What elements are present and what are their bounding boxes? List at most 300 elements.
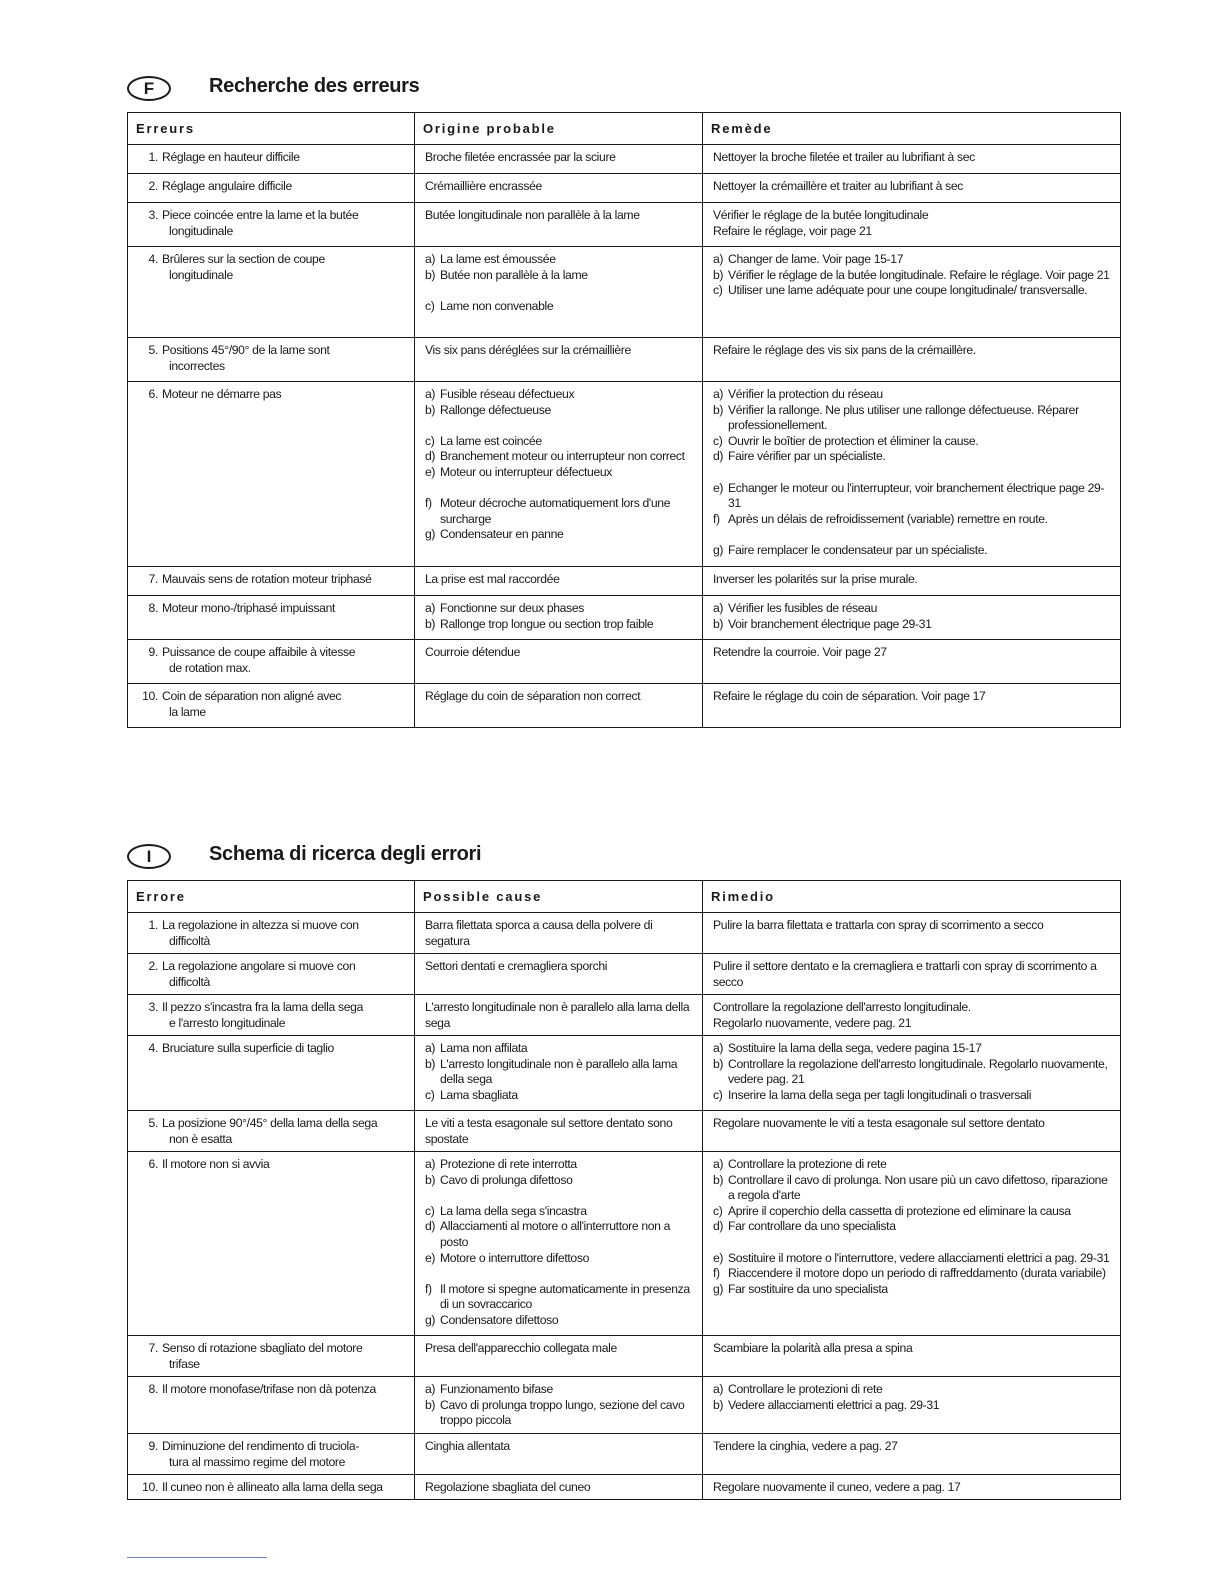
remedy-item-text: Après un délais de refroidissement (variable) remettre en route. xyxy=(728,511,1048,526)
cause-item-text: Branchement moteur ou interrupteur non correct xyxy=(440,449,685,464)
cause-item xyxy=(425,465,694,481)
table-row xyxy=(128,995,1121,1036)
error-text xyxy=(162,1157,406,1173)
error-cell xyxy=(128,203,415,247)
error-item xyxy=(138,208,406,239)
remedy-item xyxy=(713,1266,1112,1282)
error-item xyxy=(138,959,406,990)
cause-item-text: Moteur décroche automatiquement lors d'une surcharge xyxy=(440,496,671,526)
remedy-cell xyxy=(703,174,1121,203)
table-row xyxy=(128,1475,1121,1500)
line-gap xyxy=(713,527,1112,543)
cause-item xyxy=(425,1041,694,1057)
remedy-item xyxy=(713,434,1112,450)
error-text xyxy=(162,572,406,588)
error-cell xyxy=(128,640,415,684)
error-item xyxy=(138,1000,406,1031)
cause-item-label: a) xyxy=(425,1157,436,1171)
remedy-item-text: Vérifier les fusibles de réseau xyxy=(728,601,878,615)
remedy-item-text: Aprire il coperchio della cassetta di protezione ed eliminare la causa xyxy=(728,1203,1071,1218)
remedy-item-label: e) xyxy=(713,480,724,495)
section-header xyxy=(127,76,1120,112)
cause-item-text: Cinghia allentata xyxy=(425,1439,510,1453)
remedy-cell xyxy=(703,596,1121,640)
remedy-item xyxy=(713,1439,1112,1455)
error-cell xyxy=(128,1152,415,1336)
table-row xyxy=(128,954,1121,995)
cause-item-text: Lama non affilata xyxy=(440,1041,528,1055)
cause-item-label: f) xyxy=(425,1281,432,1296)
remedy-item-text: Regolare nuovamente le viti a testa esagonale sul settore dentato xyxy=(713,1116,1045,1130)
remedy-item xyxy=(713,343,1112,359)
remedy-item xyxy=(713,1016,1112,1032)
error-item xyxy=(138,645,406,676)
remedy-item xyxy=(713,617,1112,633)
cause-item xyxy=(425,1251,694,1267)
remedy-item-text: Inverser les polarités sur la prise murale. xyxy=(713,572,918,586)
cause-item-label: e) xyxy=(425,1250,436,1265)
remedy-item-label: b) xyxy=(713,402,724,417)
cause-item-text: Courroie détendue xyxy=(425,645,521,659)
error-item xyxy=(138,1341,406,1372)
remedy-item-text: Riaccendere il motore dopo un periodo di raffreddamento (durata variabile) xyxy=(728,1266,1106,1281)
remedy-cell xyxy=(703,1475,1121,1500)
remedy-cell xyxy=(703,1377,1121,1434)
table-row xyxy=(128,913,1121,954)
error-item xyxy=(138,1439,406,1470)
remedy-item-label: c) xyxy=(713,1087,723,1102)
error-text-line: La regolazione in altezza si muove con xyxy=(162,918,359,932)
remedy-cell xyxy=(703,1111,1121,1152)
table-row xyxy=(128,1036,1121,1111)
line-gap xyxy=(425,481,694,497)
cause-item-label: a) xyxy=(425,1382,436,1396)
remedy-item xyxy=(713,449,1112,465)
cause-item-label: b) xyxy=(425,402,436,417)
error-text-line: longitudinale xyxy=(169,223,233,238)
error-text xyxy=(162,1439,406,1470)
error-item xyxy=(138,689,406,720)
cause-item-label: d) xyxy=(425,449,436,464)
cause-cell xyxy=(415,913,703,954)
section-french xyxy=(127,76,1120,728)
cause-item-text: Barra filettata sporca a causa della polvere di segatura xyxy=(425,918,653,948)
cause-item-label: g) xyxy=(425,527,436,542)
error-number: 3. xyxy=(148,208,158,222)
error-text-line: Il cuneo non è allineato alla lama della sega xyxy=(162,1480,383,1494)
cause-item-text: L'arresto longitudinale non è parallelo alla lama della sega xyxy=(440,1056,678,1087)
cause-item xyxy=(425,1439,694,1455)
remedy-item xyxy=(713,1204,1112,1220)
table-row xyxy=(128,203,1121,247)
error-cell xyxy=(128,954,415,995)
table-row xyxy=(128,382,1121,567)
cause-item-text: L'arresto longitudinale non è parallelo alla lama della sega xyxy=(425,1000,690,1030)
error-item xyxy=(138,150,406,166)
remedy-item xyxy=(713,150,1112,166)
error-number: 4. xyxy=(148,252,158,266)
page-title-italian: Schema di ricerca degli errori xyxy=(209,843,482,865)
remedy-item-text: Ouvrir le boîtier de protection et éliminer la cause. xyxy=(728,433,979,448)
column-header-error: Erreurs xyxy=(128,113,415,145)
cause-item-text: Rallonge défectueuse xyxy=(440,402,551,417)
language-badge-i: I xyxy=(127,844,171,869)
error-number: 5. xyxy=(148,343,158,357)
cause-item-text: Butée non parallèle à la lame xyxy=(440,267,588,282)
cause-cell xyxy=(415,338,703,382)
cause-item xyxy=(425,572,694,588)
error-cell xyxy=(128,1434,415,1475)
remedy-cell xyxy=(703,640,1121,684)
error-text xyxy=(162,1341,406,1372)
cause-item xyxy=(425,252,694,268)
cause-item-text: La lame est coincée xyxy=(440,433,542,448)
cause-item-text: Rallonge trop longue ou section trop faible xyxy=(440,616,654,631)
cause-item-text: Crémaillière encrassée xyxy=(425,179,542,193)
error-text-line: Positions 45°/90° de la lame sont xyxy=(162,343,330,357)
remedy-item-label: d) xyxy=(713,1219,724,1234)
error-text xyxy=(162,645,406,676)
remedy-item-text: Changer de lame. Voir page 15-17 xyxy=(728,252,904,266)
remedy-item-text: Vérifier le réglage de la butée longitudinale. Refaire le réglage. Voir page 21 xyxy=(728,267,1110,282)
error-text-line: de rotation max. xyxy=(169,660,251,675)
cause-item-label: b) xyxy=(425,1056,436,1071)
cause-item-label: c) xyxy=(425,1203,435,1218)
cause-item-text: Vis six pans déréglées sur la crémaillière xyxy=(425,343,631,357)
cause-item xyxy=(425,527,694,543)
error-text-line: trifase xyxy=(169,1356,200,1371)
cause-item-text: Presa dell'apparecchio collegata male xyxy=(425,1341,617,1355)
cause-cell xyxy=(415,247,703,338)
remedy-item xyxy=(713,1382,1112,1398)
cause-item xyxy=(425,1116,694,1147)
cause-item-text: Cavo di prolunga difettoso xyxy=(440,1172,573,1187)
remedy-item-text: Voir branchement électrique page 29-31 xyxy=(728,616,932,631)
remedy-item-text: Controllare il cavo di prolunga. Non usare più un cavo difettoso, riparazione a regola d'arte xyxy=(728,1172,1108,1203)
cause-item-label: c) xyxy=(425,298,435,313)
cause-item xyxy=(425,1204,694,1220)
error-cell xyxy=(128,382,415,567)
remedy-item-text: Far controllare da uno specialista xyxy=(728,1219,896,1234)
remedy-item-label: b) xyxy=(713,1172,724,1187)
remedy-item xyxy=(713,1282,1112,1298)
remedy-item-label: a) xyxy=(713,601,724,615)
remedy-item-label: g) xyxy=(713,542,724,557)
error-text-line: longitudinale xyxy=(169,267,233,282)
remedy-item xyxy=(713,645,1112,661)
remedy-item-text: Faire vérifier par un spécialiste. xyxy=(728,449,886,464)
remedy-item xyxy=(713,179,1112,195)
cause-item xyxy=(425,689,694,705)
cause-item-label: g) xyxy=(425,1312,436,1327)
line-gap xyxy=(425,283,694,299)
table-header-row xyxy=(128,881,1121,913)
table-row xyxy=(128,684,1121,728)
error-number: 1. xyxy=(148,150,158,164)
cause-item xyxy=(425,299,694,315)
cause-item-text: Regolazione sbagliata del cuneo xyxy=(425,1480,591,1494)
cause-item xyxy=(425,959,694,975)
error-text-line: Réglage angulaire difficile xyxy=(162,179,292,193)
cause-item xyxy=(425,1480,694,1496)
error-number: 5. xyxy=(148,1116,158,1130)
remedy-cell xyxy=(703,913,1121,954)
error-cell xyxy=(128,1377,415,1434)
remedy-item-label: b) xyxy=(713,1397,724,1412)
error-number: 9. xyxy=(148,1439,158,1453)
error-text-line: tura al massimo regime del motore xyxy=(169,1454,346,1469)
cause-item-text: Butée longitudinale non parallèle à la lame xyxy=(425,208,640,222)
error-text xyxy=(162,252,406,283)
remedy-item xyxy=(713,1341,1112,1357)
remedy-cell xyxy=(703,1152,1121,1336)
remedy-item xyxy=(713,512,1112,528)
cause-cell xyxy=(415,640,703,684)
remedy-item-text: Controllare le protezioni di rete xyxy=(728,1382,883,1396)
remedy-item xyxy=(713,481,1112,512)
cause-cell xyxy=(415,684,703,728)
cause-cell xyxy=(415,1152,703,1336)
error-text xyxy=(162,1041,406,1057)
error-text-line: Senso di rotazione sbagliato del motore xyxy=(162,1341,363,1355)
cause-item-label: b) xyxy=(425,616,436,631)
error-number: 6. xyxy=(148,1157,158,1171)
error-number: 3. xyxy=(148,1000,158,1014)
error-item xyxy=(138,387,406,403)
cause-item xyxy=(425,1088,694,1104)
error-number: 9. xyxy=(148,645,158,659)
remedy-item-label: c) xyxy=(713,433,723,448)
cause-item xyxy=(425,208,694,224)
error-text-line: Il pezzo s'incastra fra la lama della sega xyxy=(162,1000,364,1014)
table-row xyxy=(128,1111,1121,1152)
remedy-item-label: a) xyxy=(713,1382,724,1396)
remedy-item xyxy=(713,268,1112,284)
error-number: 6. xyxy=(148,387,158,401)
remedy-item-label: f) xyxy=(713,511,720,526)
table-body-italian xyxy=(128,913,1121,1500)
remedy-item xyxy=(713,1000,1112,1016)
cause-cell xyxy=(415,1475,703,1500)
cause-item xyxy=(425,268,694,284)
cause-cell xyxy=(415,1377,703,1434)
column-header-error: Errore xyxy=(128,881,415,913)
column-header-remedy: Remède xyxy=(703,113,1121,145)
error-number: 7. xyxy=(148,572,158,586)
remedy-cell xyxy=(703,338,1121,382)
cause-cell xyxy=(415,1036,703,1111)
remedy-item-label: f) xyxy=(713,1266,720,1281)
cause-item xyxy=(425,1282,694,1313)
cause-item-label: b) xyxy=(425,1397,436,1412)
table-row xyxy=(128,145,1121,174)
remedy-item-label: c) xyxy=(713,1203,723,1218)
cause-cell xyxy=(415,382,703,567)
remedy-item-text: Refaire le réglage des vis six pans de la crémaillère. xyxy=(713,343,976,357)
table-row xyxy=(128,596,1121,640)
error-number: 1. xyxy=(148,918,158,932)
remedy-item-text: Pulire il settore dentato e la cremagliera e trattarli con spray di scorrimento a secco xyxy=(713,959,1097,989)
cause-item-text: La lama della sega s'incastra xyxy=(440,1203,587,1218)
remedy-item xyxy=(713,403,1112,434)
remedy-item-text: Nettoyer la broche filetée et trailer au lubrifiant à sec xyxy=(713,150,975,164)
remedy-item-text: Regolare nuovamente il cuneo, vedere a pag. 17 xyxy=(713,1480,961,1494)
error-text-line: Il motore non si avvia xyxy=(162,1157,270,1171)
footer-divider xyxy=(127,1557,267,1558)
remedy-item-text: Retendre la courroie. Voir page 27 xyxy=(713,645,887,659)
cause-item xyxy=(425,343,694,359)
remedy-item xyxy=(713,601,1112,617)
remedy-item xyxy=(713,918,1112,934)
remedy-item-label: g) xyxy=(713,1281,724,1296)
cause-item-label: a) xyxy=(425,601,436,615)
cause-item-text: Allacciamenti al motore o all'interruttore non a posto xyxy=(440,1219,671,1249)
error-cell xyxy=(128,1036,415,1111)
remedy-item xyxy=(713,1251,1112,1267)
error-cell xyxy=(128,684,415,728)
error-text xyxy=(162,601,406,617)
error-item xyxy=(138,1157,406,1173)
remedy-item-text: Scambiare la polarità alla presa a spina xyxy=(713,1341,913,1355)
error-text-line: Moteur mono-/triphasé impuissant xyxy=(162,601,336,615)
remedy-item xyxy=(713,1173,1112,1204)
cause-item xyxy=(425,1398,694,1429)
column-header-remedy: Rimedio xyxy=(703,881,1121,913)
cause-item xyxy=(425,387,694,403)
error-text xyxy=(162,150,406,166)
remedy-item-text: Controllare la protezione di rete xyxy=(728,1157,887,1171)
remedy-item xyxy=(713,252,1112,268)
cause-item-text: Moteur ou interrupteur défectueux xyxy=(440,464,613,479)
remedy-item-text: Far sostituire da uno specialista xyxy=(728,1281,888,1296)
cause-item xyxy=(425,1157,694,1173)
table-row xyxy=(128,640,1121,684)
cause-cell xyxy=(415,596,703,640)
remedy-item xyxy=(713,1057,1112,1088)
cause-item xyxy=(425,918,694,949)
error-text-line: Piece coincée entre la lame et la butée xyxy=(162,208,359,222)
error-cell xyxy=(128,174,415,203)
line-gap xyxy=(425,1266,694,1282)
error-number: 2. xyxy=(148,179,158,193)
column-header-cause: Origine probable xyxy=(415,113,703,145)
error-cell xyxy=(128,247,415,338)
error-cell xyxy=(128,1336,415,1377)
cause-item-text: Réglage du coin de séparation non correct xyxy=(425,689,641,703)
cause-item-label: a) xyxy=(425,252,436,266)
table-body-french xyxy=(128,145,1121,728)
error-text-line: Réglage en hauteur difficile xyxy=(162,150,300,164)
error-text xyxy=(162,689,406,720)
remedy-item-label: e) xyxy=(713,1250,724,1265)
error-text-line: e l'arresto longitudinale xyxy=(169,1015,286,1030)
cause-item-text: Condensateur en panne xyxy=(440,527,564,542)
error-text xyxy=(162,959,406,990)
error-number: 8. xyxy=(148,601,158,615)
cause-item-label: b) xyxy=(425,1172,436,1187)
remedy-item xyxy=(713,572,1112,588)
error-item xyxy=(138,1382,406,1398)
remedy-cell xyxy=(703,145,1121,174)
troubleshooting-table-italian xyxy=(127,880,1121,1500)
remedy-item xyxy=(713,1398,1112,1414)
remedy-item-label: b) xyxy=(713,267,724,282)
remedy-cell xyxy=(703,684,1121,728)
table-row xyxy=(128,247,1121,338)
error-item xyxy=(138,179,406,195)
remedy-item xyxy=(713,543,1112,559)
cause-item-text: Fusible réseau défectueux xyxy=(440,387,575,401)
remedy-item xyxy=(713,224,1112,240)
remedy-item-text: Vérifier le réglage de la butée longitudinale xyxy=(713,208,929,222)
table-row xyxy=(128,1152,1121,1336)
remedy-cell xyxy=(703,382,1121,567)
remedy-item-text: Sostituire la lama della sega, vedere pagina 15-17 xyxy=(728,1041,982,1055)
error-text xyxy=(162,1480,406,1496)
error-text-line: Bruciature sulla superficie di taglio xyxy=(162,1041,334,1055)
table-header-row xyxy=(128,113,1121,145)
cause-item xyxy=(425,1382,694,1398)
remedy-cell xyxy=(703,1336,1121,1377)
error-number: 8. xyxy=(148,1382,158,1396)
cause-item-label: d) xyxy=(425,1219,436,1234)
error-text-line: Brûleres sur la section de coupe xyxy=(162,252,325,266)
table-row xyxy=(128,567,1121,596)
cause-item xyxy=(425,179,694,195)
cause-item-text: Settori dentati e cremagliera sporchi xyxy=(425,959,608,973)
error-text-line: Moteur ne démarre pas xyxy=(162,387,282,401)
cause-item-text: Protezione di rete interrotta xyxy=(440,1157,577,1171)
error-cell xyxy=(128,338,415,382)
troubleshooting-table-french xyxy=(127,112,1121,728)
error-text-line: Diminuzione del rendimento di truciola- xyxy=(162,1439,360,1453)
section-italian xyxy=(127,844,1120,1500)
error-item xyxy=(138,918,406,949)
error-cell xyxy=(128,995,415,1036)
cause-cell xyxy=(415,203,703,247)
remedy-item-text: Echanger le moteur ou l'interrupteur, voir branchement électrique page 29-31 xyxy=(728,480,1105,511)
remedy-item xyxy=(713,208,1112,224)
remedy-item-label: b) xyxy=(713,1056,724,1071)
cause-item-text: Il motore si spegne automaticamente in presenza di un sovraccarico xyxy=(440,1281,690,1312)
remedy-cell xyxy=(703,1036,1121,1111)
remedy-item-text: Vérifier la rallonge. Ne plus utiliser une rallonge défectueuse. Réparer professionellement. xyxy=(728,402,1079,433)
remedy-item-text: Controllare la regolazione dell'arresto longitudinale. xyxy=(713,1000,971,1014)
error-text xyxy=(162,208,406,239)
section-header xyxy=(127,844,1120,880)
error-text-line: Coin de séparation non aligné avec xyxy=(162,689,342,703)
error-text xyxy=(162,918,406,949)
cause-item xyxy=(425,496,694,527)
cause-item-label: c) xyxy=(425,1087,435,1102)
cause-item xyxy=(425,1313,694,1329)
error-text-line: la lame xyxy=(169,704,206,719)
error-number: 10. xyxy=(142,1480,158,1494)
cause-item xyxy=(425,645,694,661)
cause-item-label: b) xyxy=(425,267,436,282)
cause-item xyxy=(425,150,694,166)
error-cell xyxy=(128,1475,415,1500)
remedy-item-text: Faire remplacer le condensateur par un spécialiste. xyxy=(728,542,988,557)
error-text-line: incorrectes xyxy=(169,358,225,373)
error-text xyxy=(162,1116,406,1147)
column-header-cause: Possible cause xyxy=(415,881,703,913)
error-item xyxy=(138,572,406,588)
error-text-line: La posizione 90°/45° della lama della sega xyxy=(162,1116,378,1130)
cause-cell xyxy=(415,995,703,1036)
cause-item-label: e) xyxy=(425,464,436,479)
error-text-line: Puissance de coupe affaibile à vitesse xyxy=(162,645,356,659)
